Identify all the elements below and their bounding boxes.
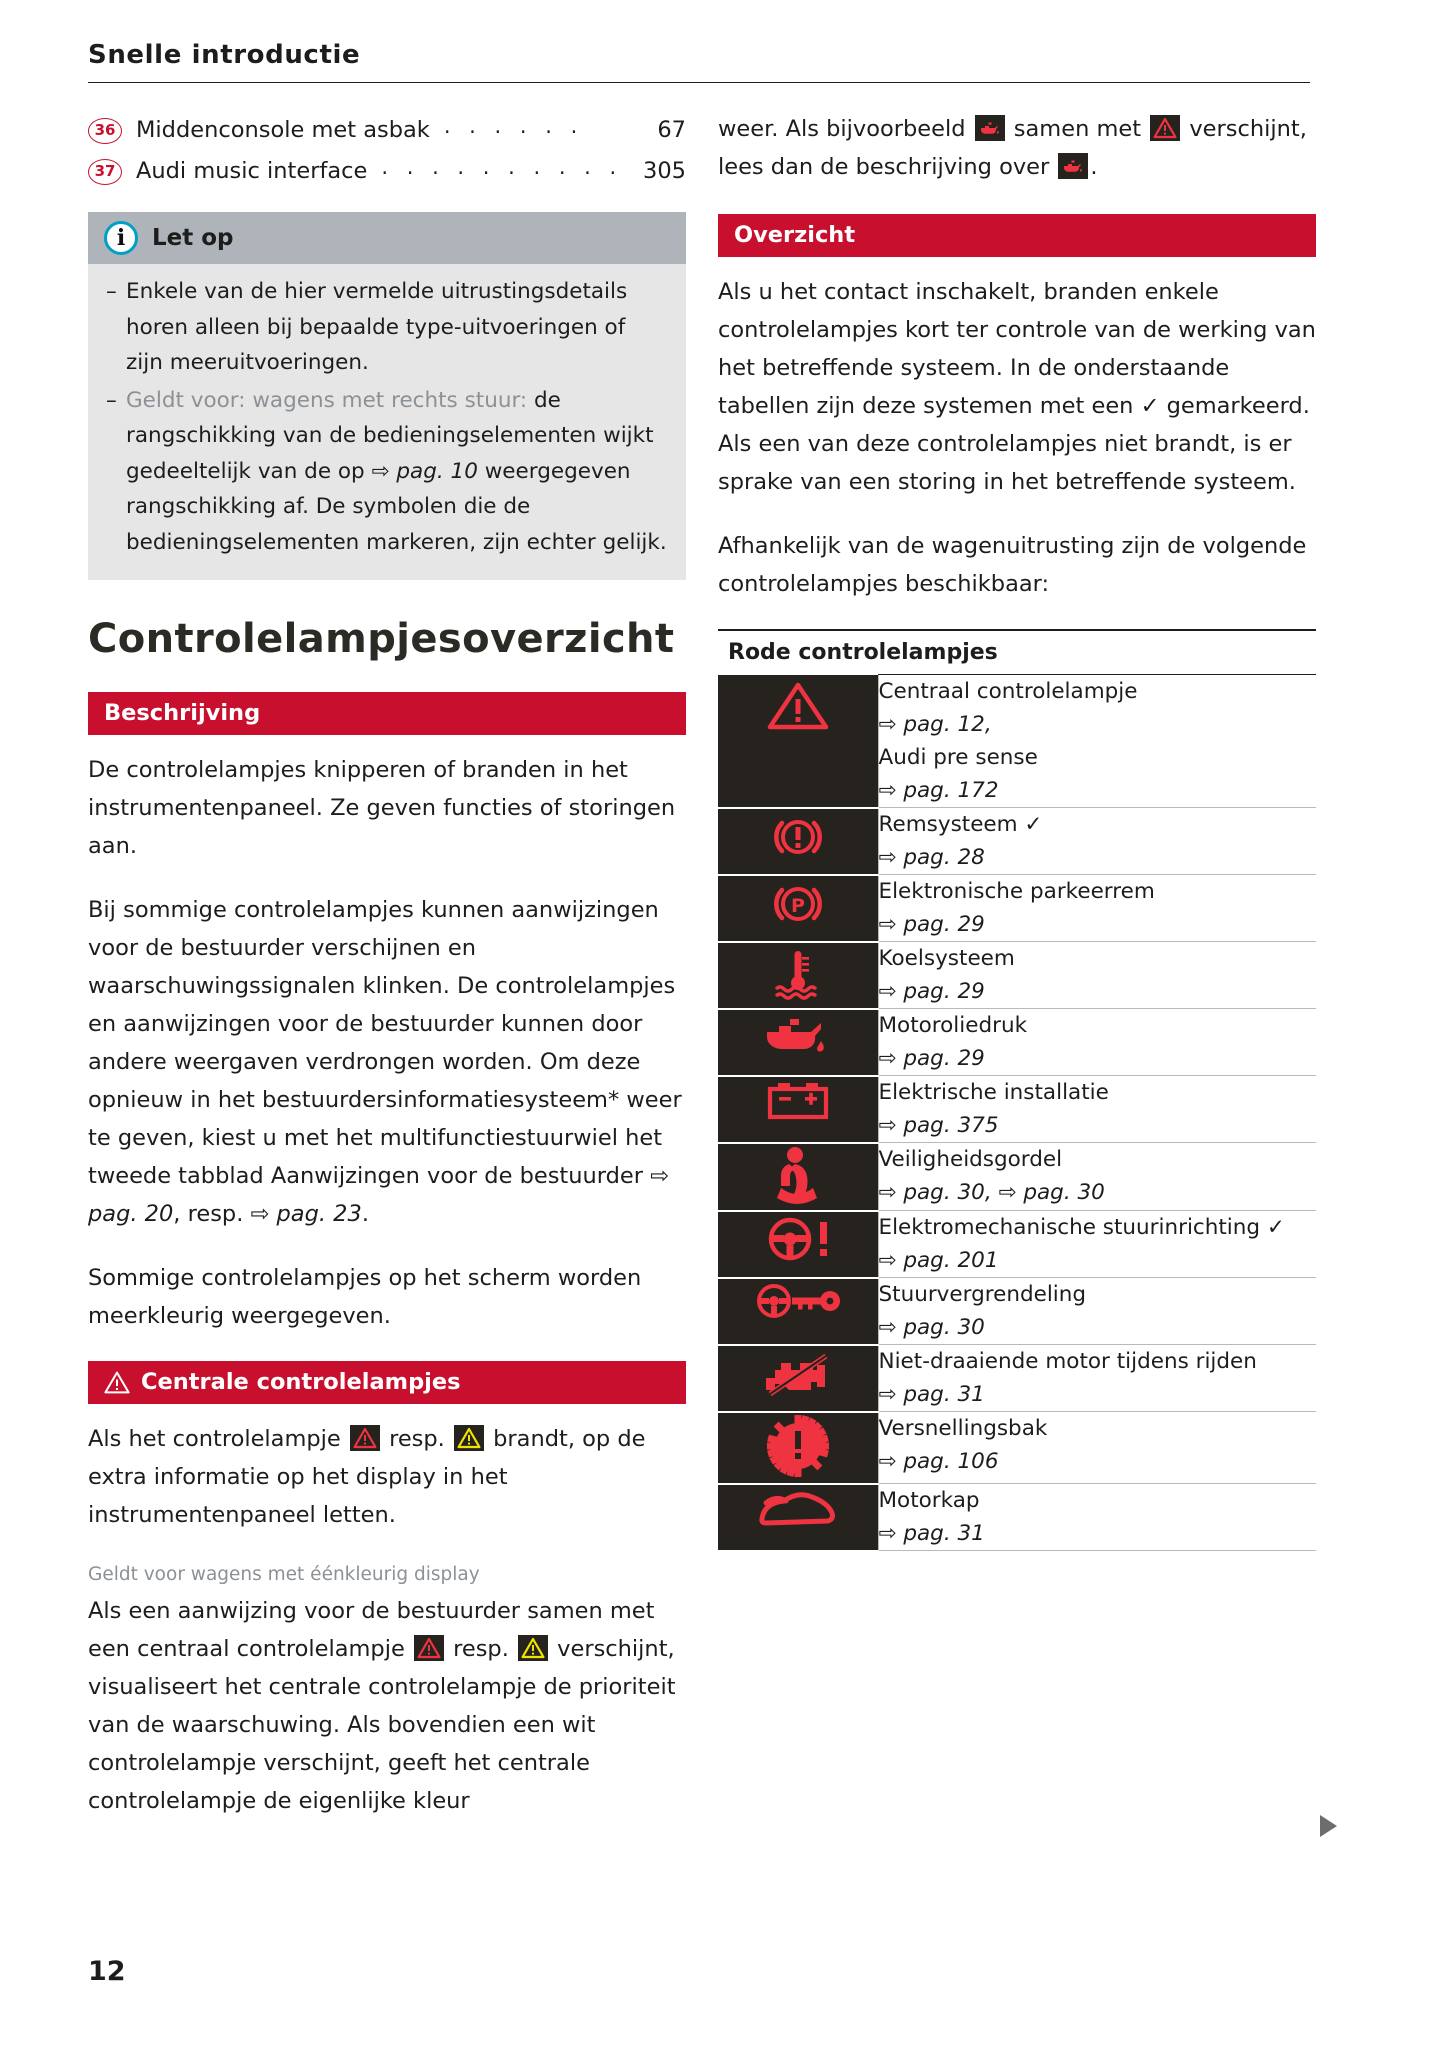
page-crossref: ⇨ pag. 172 <box>878 778 999 803</box>
table-row <box>718 875 1316 942</box>
page-title: Controlelampjesoverzicht <box>88 616 675 662</box>
table-caption: Rode controlelampjes <box>728 640 998 665</box>
lamp-desc-cell <box>878 1076 1316 1143</box>
continuation-arrow-icon <box>1320 1815 1337 1837</box>
running-head <box>88 40 1310 83</box>
paragraph-text: resp. <box>381 1426 452 1452</box>
paragraph-text: Als een aanwijzing voor de bestuurder samen met een centraal controlelampje <box>88 1598 655 1662</box>
paragraph-text: weer. Als bijvoorbeeld <box>718 116 973 142</box>
index-leader-dots: . . . . . . <box>443 114 584 138</box>
page-crossref: ⇨ pag. 12, <box>878 712 992 737</box>
index-entry-36 <box>88 110 686 151</box>
paragraph-text: verschijnt, lees dan de beschrijving over <box>718 116 1307 180</box>
section-bar-label: Beschrijving <box>104 700 261 726</box>
lamp-icon-cell <box>718 1484 878 1551</box>
page-crossref: ⇨ pag. 31 <box>878 1382 985 1407</box>
lamp-icon-cell <box>718 1345 878 1412</box>
page-crossref: ⇨ pag. 29 <box>878 979 985 1004</box>
paragraph-text: samen met <box>1006 116 1149 142</box>
lamp-desc-line: Remsysteem ✓ <box>878 812 1043 837</box>
paragraph: Sommige controlelampjes op het scherm worden meerkleurig weergegeven. <box>88 1265 642 1329</box>
lamp-icon-cell <box>718 875 878 942</box>
engine-off-icon <box>757 1346 839 1404</box>
lamp-icon-cell <box>718 1009 878 1076</box>
paragraph-text: brandt, op de extra informatie op het display in het instrumentenpaneel letten. <box>88 1426 646 1528</box>
page-number: 12 <box>88 1956 126 1987</box>
red-warning-triangle-icon <box>414 1635 444 1661</box>
page-crossref: ⇨ pag. 31 <box>878 1521 985 1546</box>
note-item <box>106 383 668 561</box>
lamp-desc-line: Centraal controlelampje <box>878 679 1138 704</box>
paragraph-text-mid: , resp. <box>173 1201 251 1227</box>
left-column <box>88 110 686 1846</box>
warning-triangle-icon <box>762 675 834 739</box>
note-dash: – <box>106 387 117 413</box>
table-row <box>718 1345 1316 1412</box>
paragraph-continuation <box>718 110 1316 186</box>
note-item <box>106 274 668 381</box>
lamp-desc-cell <box>878 875 1316 942</box>
table-row <box>718 1484 1316 1551</box>
svg-text:P: P <box>790 894 805 917</box>
index-label: Audi music interface <box>136 158 368 184</box>
note-text-after: weergegeven rangschikking af. De symbolen die de bedieningselementen markeren, zijn echter gelijk. <box>126 458 667 555</box>
steering-lock-icon <box>752 1279 844 1323</box>
lamp-icon-cell <box>718 1412 878 1484</box>
table-row <box>718 1211 1316 1278</box>
lamp-desc-line: Niet-draaiende motor tijdens rijden <box>878 1349 1257 1374</box>
lamps-table <box>718 674 1316 1552</box>
lamp-desc-line: Koelsysteem <box>878 946 1015 971</box>
running-head-rule <box>88 82 1310 83</box>
seatbelt-icon <box>765 1144 831 1206</box>
lamp-desc-cell <box>878 1345 1316 1412</box>
lamp-icon-cell <box>718 1278 878 1345</box>
paragraph: Als u het contact inschakelt, branden enkele controlelampjes kort ter controle van de werking van het betreffende systeem. In de onderstaande tabellen zijn deze systemen met een ✓ gemarkeerd. Als een van deze controlelampjes niet brandt, is er sprake van een storing in het betreffende systeem. <box>718 279 1316 495</box>
note-text-before: de rangschikking van de bedieningselementen wijkt gedeeltelijk van de op <box>126 387 654 484</box>
oil-can-icon <box>1058 153 1088 179</box>
oil-pressure-icon <box>759 1010 837 1062</box>
paragraph-text: Bij sommige controlelampjes kunnen aanwijzingen voor de bestuurder verschijnen en waarschuwingssignalen klinken. De controlelampjes en aanwijzingen voor de bestuurder kunnen door andere weergaven verdrongen worden. Om deze opnieuw in het bestuurdersinformatiesysteem* weer te geven, kiest u met het multifunctiestuurwiel het tweede tabblad Aanwijzingen voor de bestuurder <box>88 897 682 1189</box>
lamp-desc-line: Stuurvergrendeling <box>878 1282 1087 1307</box>
index-label: Middenconsole met asbak <box>136 117 430 143</box>
paragraph: Afhankelijk van de wagenuitrusting zijn de volgende controlelampjes beschikbaar: <box>718 533 1307 597</box>
paragraph-text: resp. <box>445 1636 517 1662</box>
warning-triangle-icon <box>104 1371 130 1394</box>
table-row <box>718 1143 1316 1211</box>
battery-icon <box>760 1077 836 1125</box>
running-head-title: Snelle introductie <box>88 40 361 70</box>
lamp-desc-line: Motoroliedruk <box>878 1013 1028 1038</box>
lamp-desc-line: Motorkap <box>878 1488 980 1513</box>
lamp-desc-cell <box>878 1143 1316 1211</box>
note-dash: – <box>106 279 117 304</box>
page-crossref: ⇨ pag. 23 <box>250 1201 362 1227</box>
lamp-desc-line: Audi pre sense <box>878 745 1038 770</box>
table-row <box>718 1009 1316 1076</box>
note-box-body <box>88 264 686 580</box>
index-page-number: 67 <box>657 117 686 143</box>
page-crossref: ⇨ pag. 29 <box>878 912 985 937</box>
lamp-icon-cell <box>718 1143 878 1211</box>
lamp-icon-cell <box>718 1211 878 1278</box>
lamp-desc-line: Versnellingsbak <box>878 1416 1048 1441</box>
table-row <box>718 808 1316 875</box>
oil-can-icon <box>975 115 1005 141</box>
lamp-desc-line: Elektromechanische stuurinrichting ✓ <box>878 1215 1285 1240</box>
section-bar-overzicht <box>718 214 1316 257</box>
lamp-icon-cell <box>718 1076 878 1143</box>
yellow-warning-triangle-icon <box>454 1425 484 1451</box>
applicability-label: Geldt voor wagens met éénkleurig display <box>88 1564 480 1585</box>
table-row <box>718 1278 1316 1345</box>
index-leader-dots: . . . . . . . . . . <box>381 155 623 179</box>
table-row <box>718 1412 1316 1484</box>
coolant-temp-icon <box>762 943 834 1003</box>
table-row <box>718 1076 1316 1143</box>
paragraph <box>88 891 686 1233</box>
electronic-parking-brake-icon <box>762 876 834 932</box>
gearbox-icon <box>765 1413 831 1479</box>
page-crossref: ⇨ pag. 30, ⇨ pag. 30 <box>878 1180 1105 1205</box>
note-text: Enkele van de hier vermelde uitrustingsdetails horen alleen bij bepaalde type-uitvoeringen of zijn meeruitvoeringen. <box>126 279 628 375</box>
lamp-desc-cell <box>878 1009 1316 1076</box>
table-row <box>718 942 1316 1009</box>
page-crossref: ⇨ pag. 375 <box>878 1113 999 1138</box>
lamp-desc-cell <box>878 1211 1316 1278</box>
page-crossref: ⇨ pag. 20 <box>88 1163 669 1227</box>
note-box-header <box>88 212 686 264</box>
red-warning-triangle-icon <box>350 1425 380 1451</box>
paragraph-text: verschijnt, visualiseert het centrale controlelampje de prioriteit van de waarschuwing. Als bovendien een wit controlelampje verschijnt, geeft het centrale controlelampje de eigenlijke kleur <box>88 1636 676 1814</box>
lamp-desc-line: Elektrische installatie <box>878 1080 1109 1105</box>
table-row <box>718 675 1316 808</box>
page-crossref: ⇨ pag. 106 <box>878 1449 999 1474</box>
yellow-warning-triangle-icon <box>518 1635 548 1661</box>
note-box <box>88 212 686 580</box>
lamp-desc-cell <box>878 942 1316 1009</box>
note-box-title: Let op <box>152 225 234 251</box>
paragraph <box>88 1420 686 1534</box>
red-warning-triangle-icon <box>1150 115 1180 141</box>
index-entry-37 <box>88 151 686 192</box>
section-bar-centrale-controlelampjes <box>88 1361 686 1404</box>
lamp-desc-cell <box>878 808 1316 875</box>
info-icon: i <box>104 221 138 255</box>
paragraph-text: Als het controlelampje <box>88 1426 348 1452</box>
lamp-icon-cell <box>718 942 878 1009</box>
bonnet-icon <box>752 1485 844 1529</box>
lamp-desc-line: Elektronische parkeerrem <box>878 879 1155 904</box>
page-crossref: ⇨ pag. 10 <box>371 458 478 484</box>
lamp-desc-cell <box>878 1484 1316 1551</box>
lamp-desc-cell <box>878 1278 1316 1345</box>
lamp-desc-cell <box>878 675 1316 808</box>
paragraph: De controlelampjes knipperen of branden in het instrumentenpaneel. Ze geven functies of storingen aan. <box>88 757 676 859</box>
page-crossref: ⇨ pag. 201 <box>878 1248 999 1273</box>
lamp-icon-cell <box>718 675 878 808</box>
page-crossref: ⇨ pag. 29 <box>878 1046 985 1071</box>
index-number-badge: 37 <box>88 159 122 185</box>
note-text <box>126 383 668 561</box>
section-bar-beschrijving <box>88 692 686 735</box>
note-condition: Geldt voor: wagens met rechts stuur: <box>126 387 528 413</box>
index-number-badge: 36 <box>88 118 122 144</box>
paragraph <box>88 1592 686 1820</box>
lamp-icon-cell <box>718 808 878 875</box>
section-bar-label: Overzicht <box>734 222 856 248</box>
index-page-number: 305 <box>643 158 686 184</box>
page-crossref: ⇨ pag. 30 <box>878 1315 985 1340</box>
paragraph-text-end: . <box>361 1201 369 1227</box>
section-bar-label: Centrale controlelampjes <box>141 1369 461 1395</box>
right-column <box>718 110 1316 1552</box>
lamp-desc-cell <box>878 1412 1316 1484</box>
page-crossref: ⇨ pag. 28 <box>878 845 985 870</box>
lamp-desc-line: Veiligheidsgordel <box>878 1147 1063 1172</box>
steering-warning-icon <box>758 1212 838 1266</box>
brake-system-icon <box>762 809 834 865</box>
warning-lamps-table <box>718 629 1316 1552</box>
paragraph-text: . <box>1090 154 1098 180</box>
